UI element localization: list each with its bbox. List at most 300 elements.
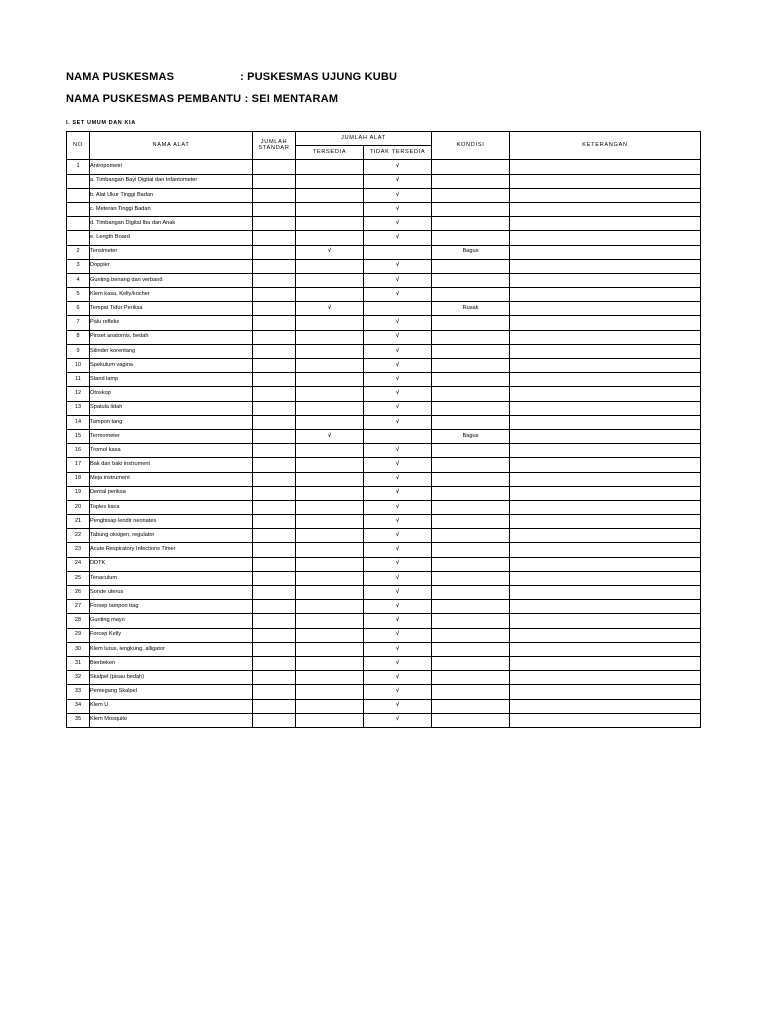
row-number [67,217,90,231]
tidak-tersedia-cell: √ [364,202,432,216]
jumlah-standar-cell [253,713,296,727]
keterangan-cell [510,699,701,713]
tersedia-cell [296,188,364,202]
table-row [67,330,701,344]
tersedia-cell [296,415,364,429]
table-row [67,415,701,429]
table-row [67,245,701,259]
table-row [67,344,701,358]
equipment-name: Termometer [90,429,253,443]
kondisi-cell [432,259,510,273]
equipment-name: Sonde uterus [90,586,253,600]
equipment-name: d. Timbangan Digital Ibu dan Anak [90,217,253,231]
kondisi-cell [432,614,510,628]
keterangan-cell [510,671,701,685]
kondisi-cell [432,600,510,614]
jumlah-standar-cell [253,415,296,429]
col-header-jumlah-standar [253,132,296,160]
kondisi-cell [432,500,510,514]
tersedia-cell [296,500,364,514]
tidak-tersedia-cell: √ [364,557,432,571]
equipment-name: Palu refleks [90,316,253,330]
keterangan-cell [510,273,701,287]
equipment-name: Acute Respiratory Infections Timer [90,543,253,557]
equipment-name: Dental periksa [90,486,253,500]
col-header-keterangan: KETERANGAN [510,132,701,160]
tidak-tersedia-cell: √ [364,628,432,642]
tidak-tersedia-cell: √ [364,515,432,529]
row-number: 5 [67,288,90,302]
table-row [67,614,701,628]
col-header-jumlah-standar-line2: STANDAR [258,144,290,151]
row-number: 21 [67,515,90,529]
equipment-name: Tempat Tidur Periksa [90,302,253,316]
jumlah-standar-cell [253,699,296,713]
table-row [67,429,701,443]
row-number [67,202,90,216]
jumlah-standar-cell [253,373,296,387]
table-row [67,231,701,245]
equipment-name: Silinder korentang [90,344,253,358]
equipment-name: DDTK [90,557,253,571]
row-number: 30 [67,642,90,656]
jumlah-standar-cell [253,188,296,202]
equipment-name: Forcep Kelly [90,628,253,642]
table-row [67,401,701,415]
tersedia-cell [296,571,364,585]
row-number: 11 [67,373,90,387]
keterangan-cell [510,472,701,486]
table-row [67,515,701,529]
table-row [67,586,701,600]
jumlah-standar-cell [253,557,296,571]
keterangan-cell [510,188,701,202]
puskesmas-label: NAMA PUSKESMAS [66,71,175,83]
kondisi-cell [432,571,510,585]
jumlah-standar-cell [253,486,296,500]
tidak-tersedia-cell: √ [364,259,432,273]
kondisi-cell [432,231,510,245]
keterangan-cell [510,415,701,429]
table-row [67,713,701,727]
tersedia-cell [296,202,364,216]
tersedia-cell [296,330,364,344]
equipment-name: Gunting benang dan verband [90,273,253,287]
kondisi-cell [432,557,510,571]
equipment-name: Otoskop [90,387,253,401]
table-row [67,259,701,273]
jumlah-standar-cell [253,656,296,670]
kondisi-cell [432,671,510,685]
tidak-tersedia-cell: √ [364,529,432,543]
jumlah-standar-cell [253,472,296,486]
jumlah-standar-cell [253,458,296,472]
table-row [67,557,701,571]
tidak-tersedia-cell: √ [364,188,432,202]
table-row [67,500,701,514]
equipment-name: Toples kaca [90,500,253,514]
tidak-tersedia-cell: √ [364,571,432,585]
keterangan-cell [510,401,701,415]
table-row [67,444,701,458]
keterangan-cell [510,429,701,443]
kondisi-cell [432,458,510,472]
tersedia-cell [296,713,364,727]
table-row [67,628,701,642]
kondisi-cell [432,401,510,415]
row-number: 8 [67,330,90,344]
jumlah-standar-cell [253,330,296,344]
tersedia-cell [296,359,364,373]
row-number: 12 [67,387,90,401]
tidak-tersedia-cell: √ [364,444,432,458]
keterangan-cell [510,586,701,600]
kondisi-cell [432,642,510,656]
table-row [67,671,701,685]
tersedia-cell [296,586,364,600]
tidak-tersedia-cell: √ [364,217,432,231]
row-number: 1 [67,160,90,174]
row-number: 31 [67,656,90,670]
row-number: 17 [67,458,90,472]
keterangan-cell [510,656,701,670]
tidak-tersedia-cell: √ [364,373,432,387]
tersedia-cell [296,515,364,529]
kondisi-cell [432,486,510,500]
equipment-name: Meja instrument [90,472,253,486]
tersedia-cell [296,387,364,401]
kondisi-cell [432,472,510,486]
tidak-tersedia-cell [364,245,432,259]
kondisi-cell [432,344,510,358]
table-row [67,472,701,486]
kondisi-cell [432,543,510,557]
tersedia-cell [296,401,364,415]
equipment-name: Tampon tang [90,415,253,429]
row-number: 34 [67,699,90,713]
equipment-name: Skalpel (pisau bedah) [90,671,253,685]
tidak-tersedia-cell: √ [364,586,432,600]
tidak-tersedia-cell: √ [364,500,432,514]
kondisi-cell: Bagus [432,429,510,443]
keterangan-cell [510,288,701,302]
tidak-tersedia-cell: √ [364,344,432,358]
col-header-nama-alat: NAMA ALAT [90,132,253,160]
keterangan-cell [510,245,701,259]
tersedia-cell [296,288,364,302]
row-number: 3 [67,259,90,273]
equipment-name: Antropometri [90,160,253,174]
equipment-name: Gunting mayo [90,614,253,628]
table-row [67,202,701,216]
table-row [67,685,701,699]
col-header-no: NO [67,132,90,160]
kondisi-cell [432,316,510,330]
kondisi-cell [432,387,510,401]
row-number: 15 [67,429,90,443]
jumlah-standar-cell [253,344,296,358]
kondisi-cell [432,188,510,202]
keterangan-cell [510,359,701,373]
row-number: 7 [67,316,90,330]
jumlah-standar-cell [253,273,296,287]
keterangan-cell [510,458,701,472]
keterangan-cell [510,642,701,656]
col-header-jumlah-alat: JUMLAH ALAT [296,132,432,146]
keterangan-cell [510,302,701,316]
jumlah-standar-cell [253,685,296,699]
jumlah-standar-cell [253,543,296,557]
tersedia-cell [296,671,364,685]
col-header-jumlah-standar-line1: JUMLAH [260,139,288,146]
jumlah-standar-cell [253,586,296,600]
tidak-tersedia-cell: √ [364,330,432,344]
jumlah-standar-cell [253,401,296,415]
keterangan-cell [510,557,701,571]
tersedia-cell [296,699,364,713]
kondisi-cell [432,415,510,429]
equipment-name: Forsep tampon bag [90,600,253,614]
jumlah-standar-cell [253,245,296,259]
row-number: 2 [67,245,90,259]
table-row [67,529,701,543]
kondisi-cell [432,273,510,287]
tidak-tersedia-cell: √ [364,160,432,174]
equipment-name: Doppler [90,259,253,273]
table-row [67,387,701,401]
puskesmas-value: : PUSKESMAS UJUNG KUBU [240,71,398,83]
row-number: 26 [67,586,90,600]
tersedia-cell [296,472,364,486]
row-number: 23 [67,543,90,557]
keterangan-cell [510,373,701,387]
row-number: 32 [67,671,90,685]
equipment-name: Spatula lidah [90,401,253,415]
jumlah-standar-cell [253,628,296,642]
row-number: 16 [67,444,90,458]
table-row [67,543,701,557]
table-row [67,174,701,188]
keterangan-cell [510,330,701,344]
tidak-tersedia-cell: √ [364,472,432,486]
row-number: 4 [67,273,90,287]
jumlah-standar-cell [253,671,296,685]
tidak-tersedia-cell: √ [364,415,432,429]
tersedia-cell: √ [296,245,364,259]
kondisi-cell [432,656,510,670]
jumlah-standar-cell [253,642,296,656]
jumlah-standar-cell [253,174,296,188]
row-number: 29 [67,628,90,642]
tersedia-cell [296,259,364,273]
tidak-tersedia-cell: √ [364,486,432,500]
kondisi-cell [432,699,510,713]
kondisi-cell [432,359,510,373]
jumlah-standar-cell [253,231,296,245]
table-row [67,359,701,373]
keterangan-cell [510,231,701,245]
keterangan-cell [510,571,701,585]
tersedia-cell [296,444,364,458]
keterangan-cell [510,515,701,529]
tersedia-cell [296,642,364,656]
tidak-tersedia-cell: √ [364,401,432,415]
tersedia-cell [296,231,364,245]
keterangan-cell [510,600,701,614]
keterangan-cell [510,500,701,514]
keterangan-cell [510,486,701,500]
row-number: 6 [67,302,90,316]
keterangan-cell [510,259,701,273]
tidak-tersedia-cell: √ [364,614,432,628]
tersedia-cell: √ [296,302,364,316]
jumlah-standar-cell [253,571,296,585]
kondisi-cell [432,444,510,458]
table-row [67,160,701,174]
kondisi-cell [432,217,510,231]
keterangan-cell [510,444,701,458]
equipment-name: Tabung oksigen, regulator [90,529,253,543]
tersedia-cell [296,316,364,330]
tersedia-cell [296,217,364,231]
tidak-tersedia-cell: √ [364,671,432,685]
keterangan-cell [510,685,701,699]
kondisi-cell: Rusak [432,302,510,316]
kondisi-cell [432,586,510,600]
tersedia-cell [296,600,364,614]
table-row [67,316,701,330]
equipment-name: b. Alat Ukur Tinggi Badan [90,188,253,202]
jumlah-standar-cell [253,259,296,273]
kondisi-cell [432,515,510,529]
row-number: 33 [67,685,90,699]
row-number: 25 [67,571,90,585]
tidak-tersedia-cell: √ [364,273,432,287]
equipment-name: Bak dan baki instrument [90,458,253,472]
row-number: 27 [67,600,90,614]
row-number: 24 [67,557,90,571]
tersedia-cell [296,543,364,557]
tersedia-cell [296,628,364,642]
tidak-tersedia-cell [364,302,432,316]
tidak-tersedia-cell: √ [364,642,432,656]
tidak-tersedia-cell: √ [364,600,432,614]
jumlah-standar-cell [253,429,296,443]
keterangan-cell [510,628,701,642]
jumlah-standar-cell [253,302,296,316]
keterangan-cell [510,614,701,628]
kondisi-cell [432,202,510,216]
equipment-name: e. Length Board [90,231,253,245]
tersedia-cell: √ [296,429,364,443]
keterangan-cell [510,344,701,358]
equipment-name: Klem kasa, Kelly/kocher [90,288,253,302]
section-title: I. SET UMUM DAN KIA [66,120,136,126]
row-number: 28 [67,614,90,628]
equipment-table [66,131,701,728]
keterangan-cell [510,174,701,188]
row-number: 22 [67,529,90,543]
tidak-tersedia-cell: √ [364,656,432,670]
kondisi-cell [432,160,510,174]
keterangan-cell [510,160,701,174]
jumlah-standar-cell [253,515,296,529]
keterangan-cell [510,202,701,216]
pembantu-label: NAMA PUSKESMAS PEMBANTU : SEI MENTARAM [66,93,339,105]
table-row [67,188,701,202]
tidak-tersedia-cell: √ [364,316,432,330]
equipment-name: Klem lurus, lengkung, alligator [90,642,253,656]
row-number [67,174,90,188]
jumlah-standar-cell [253,529,296,543]
row-number: 20 [67,500,90,514]
tidak-tersedia-cell: √ [364,458,432,472]
tidak-tersedia-cell: √ [364,387,432,401]
tidak-tersedia-cell [364,429,432,443]
tersedia-cell [296,685,364,699]
jumlah-standar-cell [253,359,296,373]
tersedia-cell [296,614,364,628]
row-number: 18 [67,472,90,486]
tidak-tersedia-cell: √ [364,543,432,557]
tidak-tersedia-cell: √ [364,288,432,302]
tersedia-cell [296,458,364,472]
table-header-row [67,132,701,146]
table-row [67,302,701,316]
kondisi-cell [432,373,510,387]
col-header-tidak-tersedia: TIDAK TERSEDIA [364,146,432,160]
tersedia-cell [296,373,364,387]
row-number: 14 [67,415,90,429]
tersedia-cell [296,273,364,287]
row-number: 10 [67,359,90,373]
row-number: 19 [67,486,90,500]
row-number: 35 [67,713,90,727]
pembantu-name-line [66,93,338,105]
tersedia-cell [296,557,364,571]
table-body [67,160,701,728]
tidak-tersedia-cell: √ [364,359,432,373]
equipment-name: Tromol kasa [90,444,253,458]
tidak-tersedia-cell: √ [364,231,432,245]
kondisi-cell [432,330,510,344]
tidak-tersedia-cell: √ [364,174,432,188]
kondisi-cell: Bagus [432,245,510,259]
jumlah-standar-cell [253,288,296,302]
row-number [67,231,90,245]
puskesmas-name-line [66,71,398,83]
equipment-name: Klem U [90,699,253,713]
equipment-name: a. Timbangan Bayi Digital dan Infantometer [90,174,253,188]
tidak-tersedia-cell: √ [364,685,432,699]
equipment-name: Pinset anatomis, bedah [90,330,253,344]
table-row [67,486,701,500]
table-row [67,699,701,713]
equipment-name: Tensimeter [90,245,253,259]
tersedia-cell [296,656,364,670]
table-row [67,571,701,585]
tersedia-cell [296,160,364,174]
keterangan-cell [510,217,701,231]
keterangan-cell [510,529,701,543]
equipment-name: Stand lamp [90,373,253,387]
kondisi-cell [432,174,510,188]
keterangan-cell [510,387,701,401]
tersedia-cell [296,174,364,188]
kondisi-cell [432,288,510,302]
row-number [67,188,90,202]
table-row [67,656,701,670]
